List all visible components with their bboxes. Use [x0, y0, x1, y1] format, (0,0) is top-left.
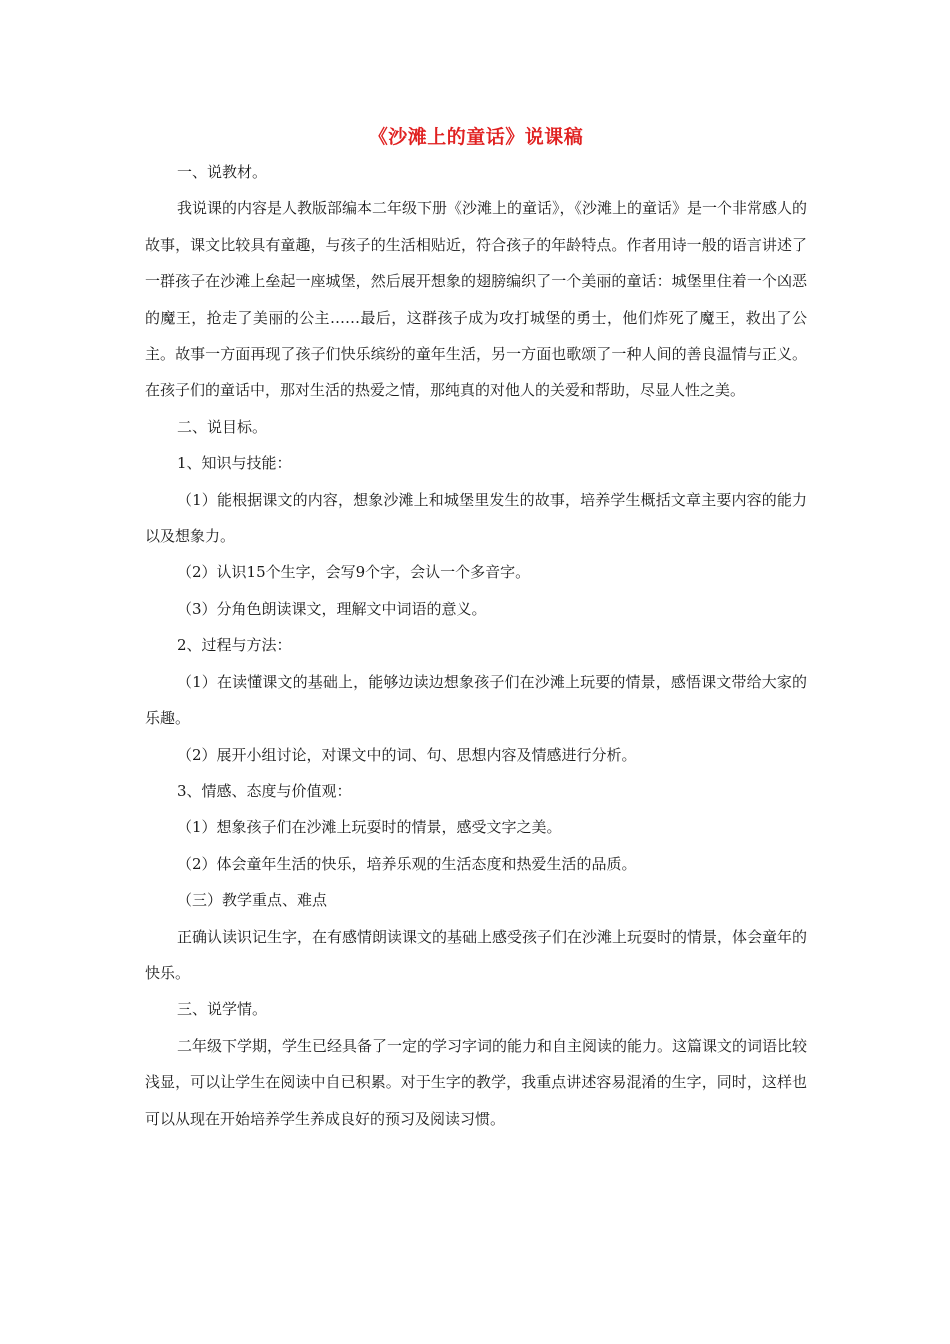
- goal-item-1-1: （1）能根据课文的内容，想象沙滩上和城堡里发生的故事，培养学生概括文章主要内容的能力以及想象力。: [145, 490, 807, 546]
- goal-item-1-3: （3）分角色朗读课文，理解文中词语的意义。: [177, 599, 487, 618]
- goal-item-2-2: （2）展开小组讨论，对课文中的词、句、思想内容及情感进行分析。: [177, 745, 637, 764]
- section-heading-goals: 二、说目标。: [177, 417, 268, 436]
- goal-item-1-2: （2）认识15个生字，会写9个字，会认一个多音字。: [177, 563, 531, 582]
- subheading-knowledge-skills: 1、知识与技能：: [177, 454, 292, 473]
- paragraph-key-points: 正确认读识记生字，在有感情朗读课文的基础上感受孩子们在沙滩上玩耍时的情景，体会童年的快乐。: [145, 927, 808, 982]
- subheading-key-difficult-points: （三）教学重点、难点: [177, 891, 328, 910]
- document-title: 《沙滩上的童话》说课稿: [368, 126, 584, 148]
- goal-item-3-1: （1）想象孩子们在沙滩上玩耍时的情景，感受文字之美。: [177, 818, 562, 837]
- goal-item-3-2: （2）体会童年生活的快乐，培养乐观的生活态度和热爱生活的品质。: [177, 854, 637, 873]
- subheading-process-method: 2、过程与方法：: [177, 636, 292, 655]
- paragraph-learner-analysis: 二年级下学期，学生已经具备了一定的学习字词的能力和自主阅读的能力。这篇课文的词语比较浅显，可以让学生在阅读中自已积累。对于生字的教学，我重点讲述容易混淆的生字，同时，这样也可以从现在开始培养学生养成良好的预习及阅读习惯。: [145, 1036, 808, 1128]
- subheading-emotion-values: 3、情感、态度与价值观：: [177, 781, 352, 800]
- goal-item-2-1: （1）在读懂课文的基础上，能够边读边想象孩子们在沙滩上玩要的情景，感悟课文带给大家的乐趣。: [145, 672, 807, 728]
- paragraph-material-content: 我说课的内容是人教版部编本二年级下册《沙滩上的童话》，《沙滩上的童话》是一个非常感人的故事，课文比较具有童趣，与孩子的生活相贴近，符合孩子的年龄特点。作者用诗一般的语言讲述了一群孩子在沙滩上垒起一座城堡，然后展开想象的翅膀编织了一个美丽的童话：城堡里住着一个凶恶的魔王，抢走了美丽的公主……最后，这群孩子成为攻打城堡的勇士，他们炸死了魔王，救出了公主。故事一方面再现了孩子们快乐缤纷的童年生活，另一方面也歌颂了一种人间的善良温情与正义。在孩子们的童话中，那对生活的热爱之情，那纯真的对他人的关爱和帮助，尽显人性之美。: [145, 199, 808, 400]
- document-page: [145, 122, 807, 1137]
- section-heading-learner-analysis: 三、说学情。: [177, 1000, 268, 1019]
- section-heading-teaching-material: 一、说教材。: [177, 163, 268, 181]
